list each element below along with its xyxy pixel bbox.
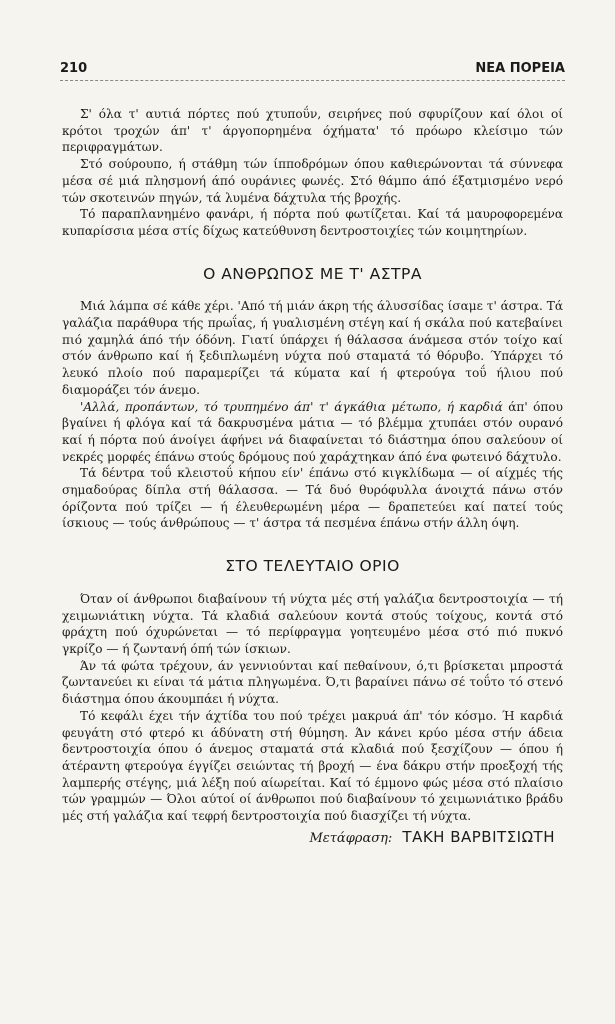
opening-paragraph-3: Τό παραπλανημένο φανάρι, ή πόρτα πού φωτίζεται. Καί τά μαυροφορεμένα κυπαρίσσια μέσα στίς δίχως κατεύθυνση δεντροστοιχίες τών κοιμητηρίων. (62, 207, 563, 238)
section-title-last-limit: ΣΤΟ ΤΕΛΕΥΤΑΙΟ ΟΡΙΟ (225, 557, 400, 576)
opening-paragraph-2: Στό σούρουπο, ή στάθμη τών ίπποδρόμων όπου καθιερώνονται τά σύννεφα μέσα σέ μιά πλησμονή άπό ουράνιες φωνές. Στό θάμπο άπό έξατμισμένο νερό τών σκοτεινών πηγών, τά λυμένα δάχτυλα τής βροχής. (62, 157, 563, 205)
section1-paragraph-2 (62, 399, 563, 466)
translator-name: ΤΑΚΗ ΒΑΡΒΙΤΣΙΩΤΗ (402, 827, 555, 846)
translator-credit (62, 829, 563, 848)
journal-title: ΝΕΑ ΠΟΡΕΙΑ (475, 61, 565, 76)
section1-italic-phrase: 'Αλλά, προπάντων, τό τρυπημένο άπ' τ' άγκάθια μέτωπο, ή καρδιά (80, 399, 503, 414)
section-title-man-with-stars: Ο ΑΝΘΡΩΠΟΣ ΜΕ Τ' ΑΣΤΡΑ (203, 264, 422, 283)
translator-prefix: Μετάφραση: (309, 830, 393, 846)
page-header (60, 50, 565, 76)
section1-paragraph-1: Μιά λάμπα σέ κάθε χέρι. 'Από τή μιάν άκρη τής άλυσσίδας ίσαμε τ' άστρα. Τά γαλάζια παράθυρα τής πρωΐας, ή γυαλισμένη στέγη καί ή σκάλα πού κατεβαίνει πιό χαμηλά άπό τήν όδόνη. Γιατί ύπάρχει ή θάλασσα άνάμεσα στόν τοίχο καί στόν άνθρωπο καί ή ξεδιπλωμένη νύχτα πού σταματά τό θόρυβο. Ύπάρχει τό λευκό πλοίο πού παραμερίζει τά κύματα καί ή φτερούγα τοΰ ήλιου πού διαμοράζει τόν άνεμο. (62, 299, 563, 397)
page-number: 210 (60, 61, 88, 76)
header-divider (60, 80, 565, 81)
section2-paragraph-2: Άν τά φώτα τρέχουν, άν γεννιούνται καί πεθαίνουν, ό,τι βρίσκεται μπροστά ζωντανεύει κι είναι τά μάτια πληγωμένα. Ό,τι βαραίνει πάνω σέ τοΰτο τό στενό διάστημα όπου άκουμπάει ή νύχτα. (62, 658, 563, 707)
section2-paragraph-3: Τό κεφάλι έχει τήν άχτίδα του πού τρέχει μακρυά άπ' τόν κόσμο. Ή καρδιά φευγάτη στό φτερό κι άδύνατη στή θύμηση. Άν κάνει κρύο μέσα στήν άδεια δεντροστοιχία όπου ό άνεμος σταματά στά κλαδιά πού ξεσχίζουν — όπου ή άτέραντη φτερούγα έγγίζει σειώντας τή βροχή — ένα δάκρυ στήν προεξοχή τής λαμπερής στέγης, μιά λέξη πού αίωρείται. Καί τό έμμονο φώς μέσα στό πλαίσιο τών γραμμών — Όλοι αύτοί οί άνθρωποι πού διαβαίνουν τό χειμωνιάτικο βράδυ μές στή γαλάζια καί τεφρή δεντροστοιχία πού διασχίζει τή νύχτα. (62, 708, 563, 824)
section1-paragraph-3: Τά δέντρα τοΰ κλειστοΰ κήπου είν' έπάνω στό κιγκλίδωμα — οί αίχμές τής σημαδούρας δίπλα στή θάλασσα. — Τά δυό θυρόφυλλα άνοιχτά πάνω στόν όρίζοντα πού τρίζει — ή έλευθερωμένη μέρα — δραπετεύει καί πατεί τούς ίσκιους — τούς άνθρώπους — τ' άστρα τά πεσμένα έπάνω στήν άλλη όψη. (62, 466, 563, 531)
opening-paragraph-1: Σ' όλα τ' αυτιά πόρτες πού χτυποΰν, σειρήνες πού σφυρίζουν καί όλοι οί κρότοι τροχών άπ' τ' άργοπορημένα όχήματα' τό πρόωρο κλείσιμο τών περιφραγμάτων. (62, 107, 563, 155)
section2-paragraph-1: Όταν οί άνθρωποι διαβαίνουν τή νύχτα μές στή γαλάζια δεντροστοιχία — τή χειμωνιάτικη νύχτα. Τά κλαδιά σαλεύουν κοντά στούς τοίχους, κοντά στό φράχτη πού όχυρώνεται — τό περίφραγμα γοητευμένο μέσα στό πιό πυκνό γκρίζο — ή ζωντανή όπή τών ίσκιων. (62, 591, 563, 656)
article-body (62, 106, 563, 847)
section1-paragraph-2-rest: άπ' όπου βγαίνει ή φλόγα καί τά δακρυσμένα μάτια — τό βλέμμα χτυπάει στόν ουρανό καί ή πόρτα πού άνοίγει άφήνει νά διαφαίνεται τό διάστημα όπου σαλεύουν οί νεκρές μορφές έπάνω στούς δρόμους πού χαράχτηκαν άπό ένα φωτεινό δάχτυλο. (62, 399, 563, 464)
